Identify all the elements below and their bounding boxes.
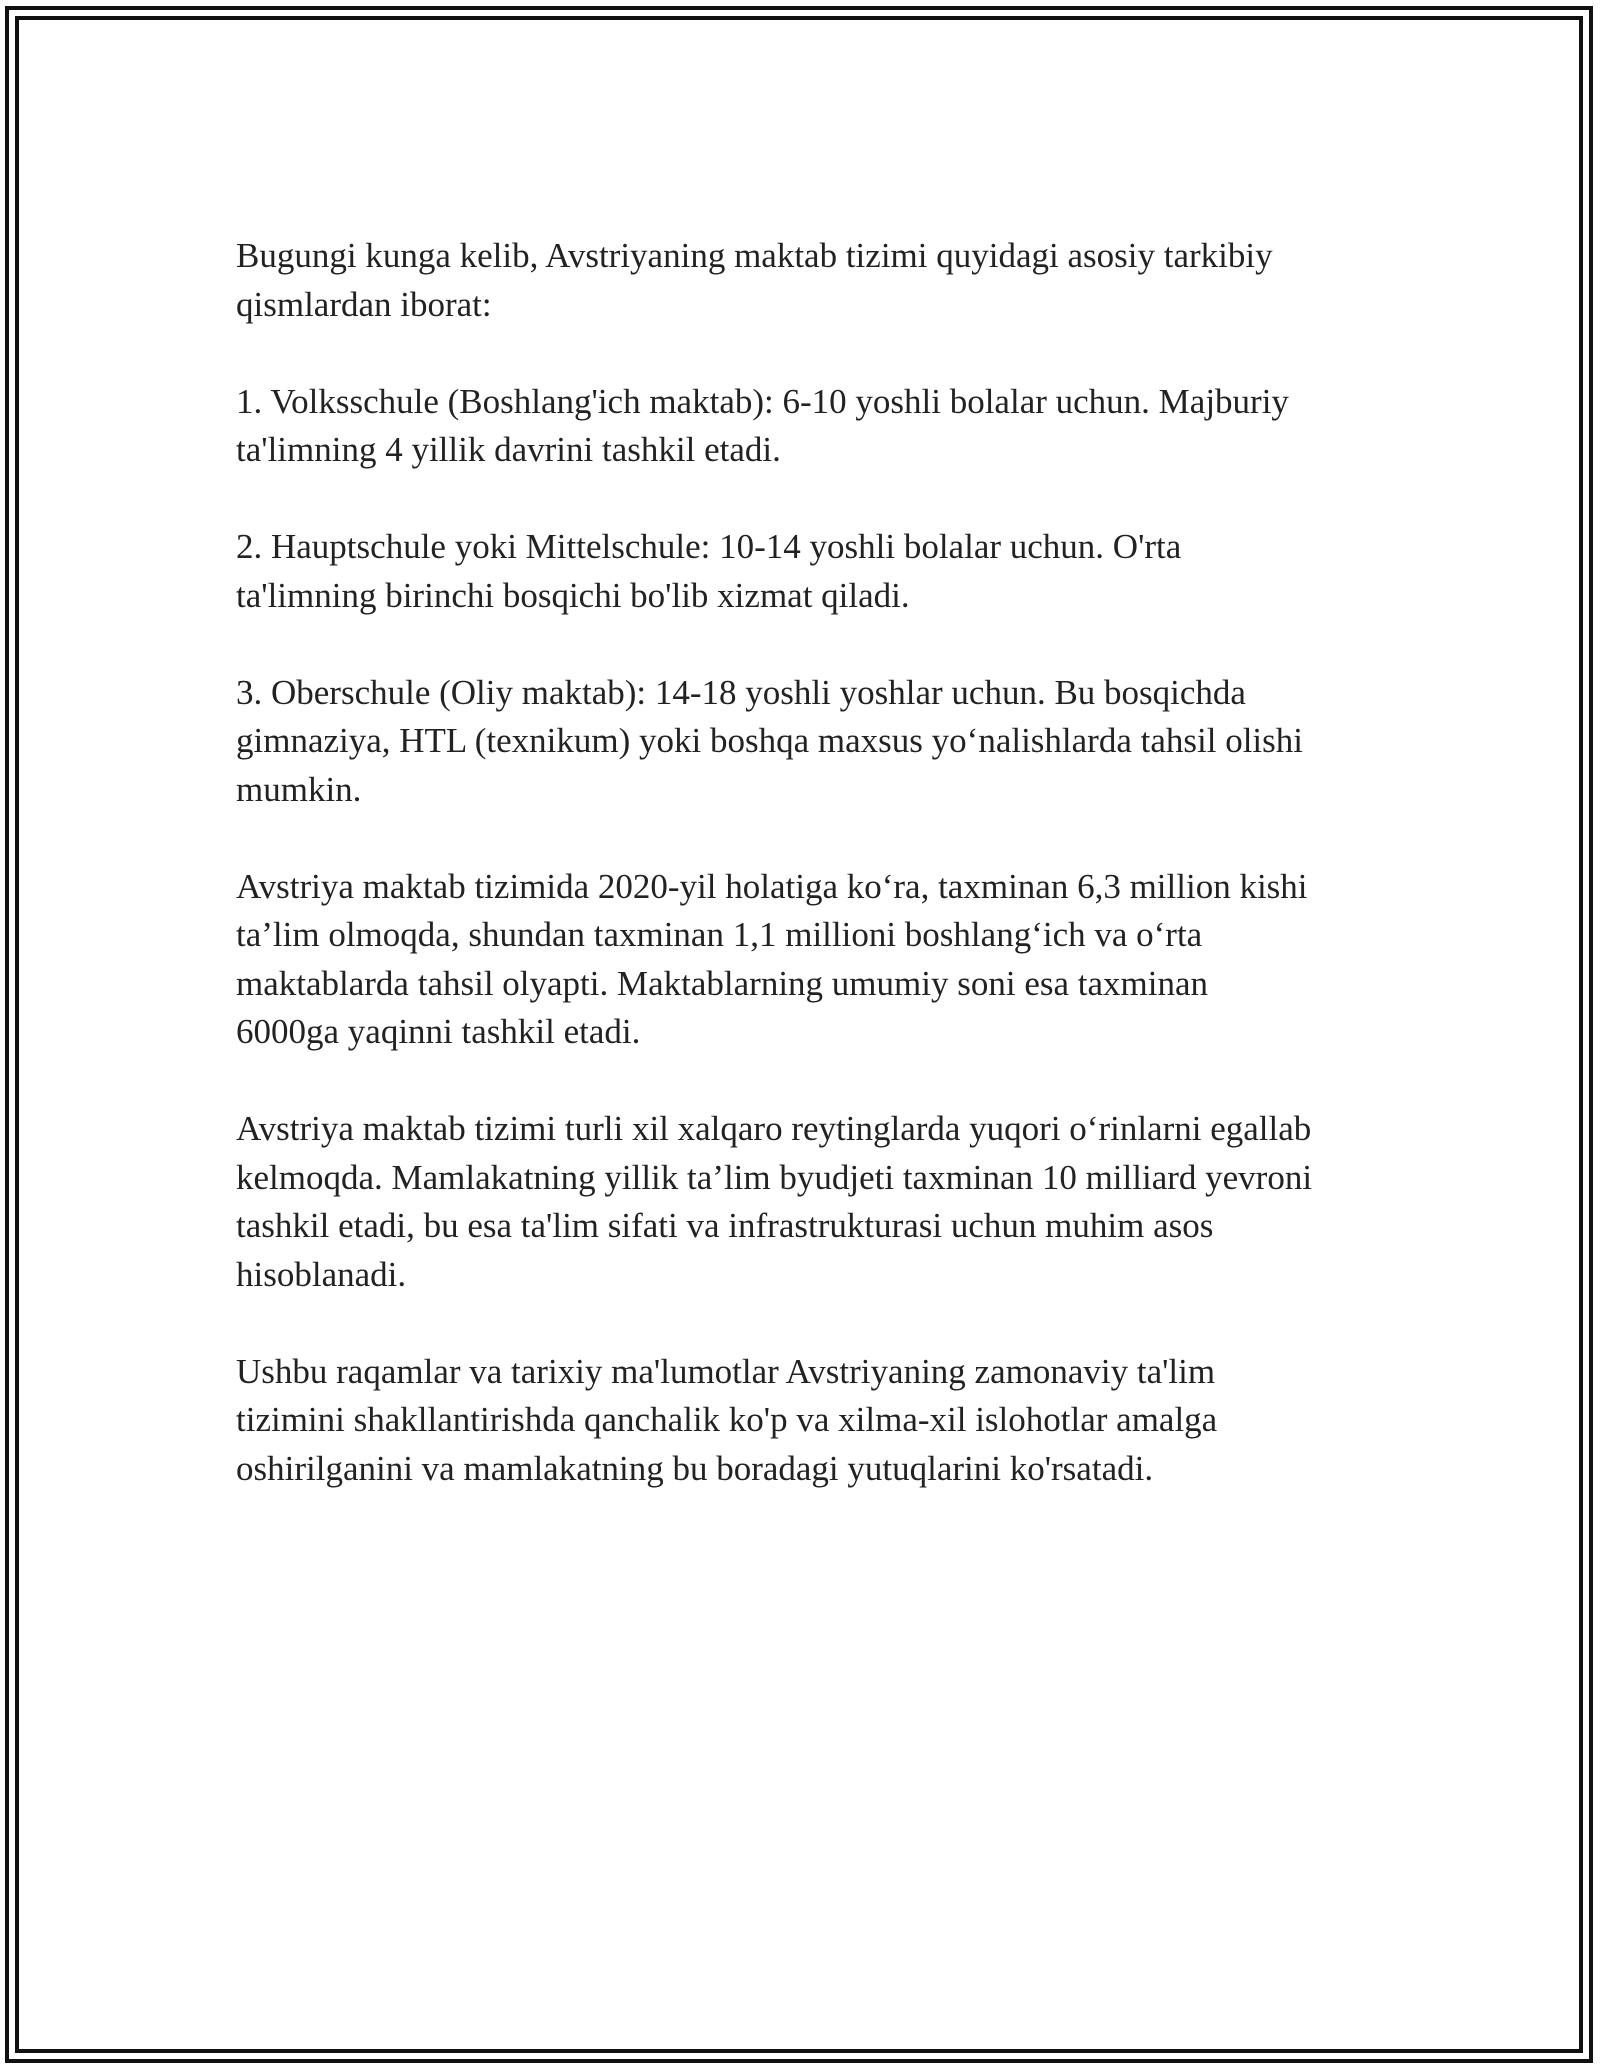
paragraph-hauptschule: 2. Hauptschule yoki Mittelschule: 10-14 yoshli bolalar uchun. O'rta ta'limning birinchi bosqichi bo'lib xizmat qiladi. bbox=[236, 527, 1182, 615]
paragraph-oberschule: 3. Oberschule (Oliy maktab): 14-18 yoshli yoshlar uchun. Bu bosqichda gimnaziya, HTL (texnikum) yoki boshqa maxsus yo‘nalishlarda tahsil olishi mumkin. bbox=[236, 672, 1303, 809]
paragraph-statistics: Avstriya maktab tizimida 2020-yil holatiga ko‘ra, taxminan 6,3 million kishi ta’lim olmoqda, shundan taxminan 1,1 millioni boshlang‘ich va o‘rta maktablarda tahsil olyapti. Maktablarning umumiy soni esa taxminan 6000ga yaqinni tashkil etadi. bbox=[236, 866, 1308, 1051]
paragraph-intro: Bugungi kunga kelib, Avstriyaning maktab tizimi quyidagi asosiy tarkibiy qismlardan iborat: bbox=[236, 236, 1273, 324]
paragraph-rankings-budget: Avstriya maktab tizimi turli xil xalqaro reytinglarda yuqori o‘rinlarni egallab kelmoqda. Mamlakatning yillik ta’lim byudjeti taxminan 10 milliard yevroni tashkil etadi, bu esa ta'lim sifati va infrastrukturasi uchun muhim asos hisoblanadi. bbox=[236, 1109, 1313, 1294]
paragraph-conclusion: Ushbu raqamlar va tarixiy ma'lumotlar Avstriyaning zamonaviy ta'lim tizimini shakllantirishda qanchalik ko'p va xilma-xil islohotlar amalga oshirilganini va mamlakatning bu boradagi yutuqlarini ko'rsatadi. bbox=[236, 1351, 1218, 1488]
paragraph-volksschule: 1. Volksschule (Boshlang'ich maktab): 6-10 yoshli bolalar uchun. Majburiy ta'limning 4 yillik davrini tashkil etadi. bbox=[236, 381, 1289, 469]
document-body bbox=[236, 232, 1386, 1493]
